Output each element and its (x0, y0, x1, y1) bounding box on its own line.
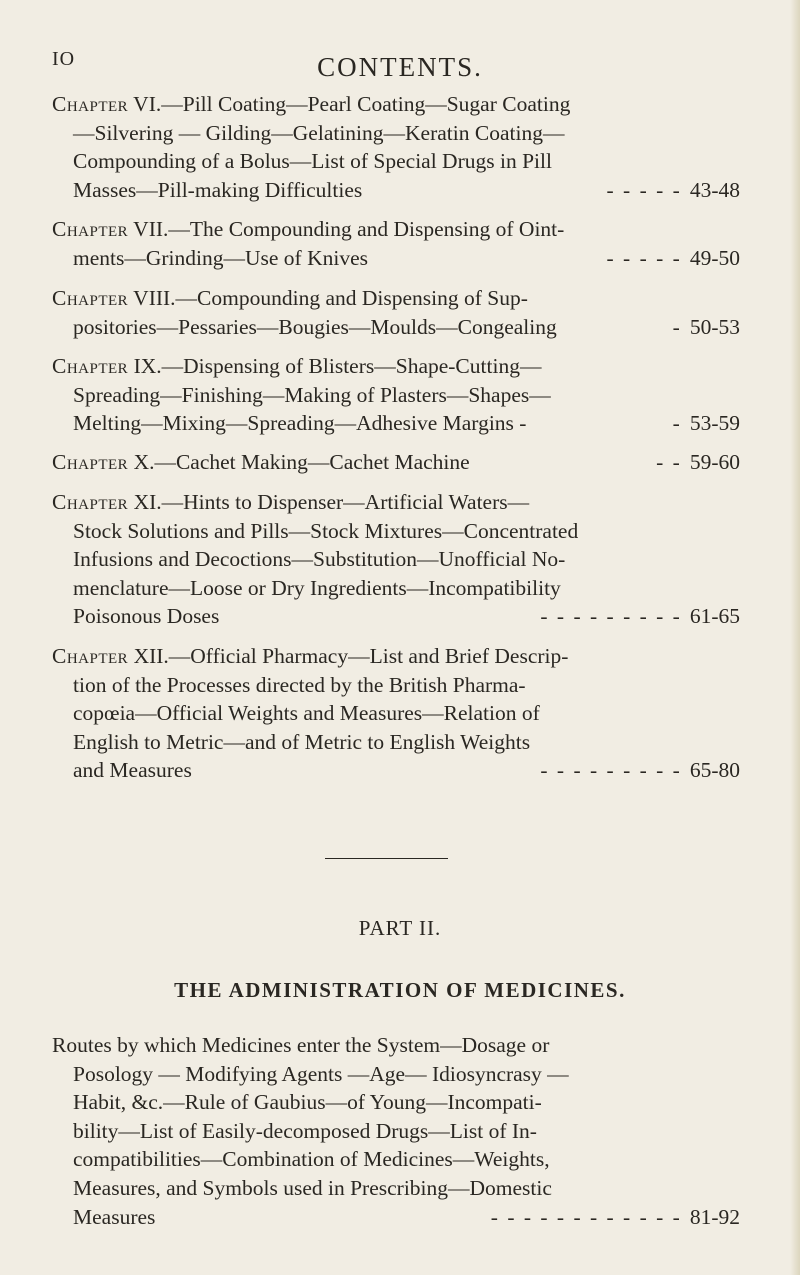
toc-entry-chapter-ix[interactable] (52, 352, 740, 438)
section-divider (325, 858, 448, 859)
page-range: 50-53 (689, 314, 740, 339)
entry-text (52, 448, 470, 477)
entry-last-line (52, 176, 740, 205)
chapter-label: Chapter (52, 92, 129, 116)
page-range: 81-92 (689, 1204, 740, 1229)
entry-first-line (52, 90, 740, 119)
entry-first-line (52, 215, 740, 244)
entry-text: XII.—Official Pharmacy—List and Brief Descrip- (128, 644, 569, 668)
dot-leader: - - (656, 450, 682, 474)
dot-leader: - - - - - - - - - - - - (490, 1204, 682, 1229)
entry-text: Poisonous Doses (73, 604, 220, 629)
entry-text: VIII.—Compounding and Dispensing of Sup- (128, 286, 528, 310)
entry-text: Measures (73, 1204, 156, 1229)
entry-text: and Measures (73, 758, 192, 783)
entry-last-line (52, 1203, 740, 1232)
entry-last-line (52, 244, 740, 273)
entry-text-body: X.—Cachet Making—Cachet Machine (128, 450, 470, 474)
dot-leader: - - - - - - - - - (540, 758, 682, 783)
toc-entry-chapter-xii[interactable] (52, 642, 740, 785)
page-number: IO (52, 48, 76, 70)
entry-line: tion of the Processes directed by the British Pharma- (73, 672, 526, 697)
dot-leader: - - - - - - - - - (540, 604, 682, 629)
toc-entry-chapter-x[interactable] (52, 448, 740, 477)
entry-first-line (52, 284, 740, 313)
dot-leader: - - - - - (606, 177, 682, 202)
entry-first-line (52, 352, 740, 381)
page-range: 65-80 (689, 758, 740, 783)
entry-first-line (52, 642, 740, 671)
entry-line: Spreading—Finishing—Making of Plasters—Shapes— (73, 382, 551, 407)
page-range: 49-50 (689, 245, 740, 270)
entry-line: copœia—Official Weights and Measures—Relation of (73, 701, 540, 726)
entry-text: positories—Pessaries—Bougies—Moulds—Congealing (73, 314, 557, 339)
entry-text: ments—Grinding—Use of Knives (73, 245, 368, 270)
entry-text: IX.—Dispensing of Blisters—Shape-Cutting— (128, 354, 542, 378)
entry-line: bility—List of Easily-decomposed Drugs—List of In- (73, 1118, 537, 1143)
toc-entry-chapter-xi[interactable] (52, 488, 740, 631)
entry-text: Melting—Mixing—Spreading—Adhesive Margins - (73, 411, 527, 436)
toc-entry-chapter-vii[interactable] (52, 215, 740, 272)
chapter-label: Chapter (52, 354, 129, 378)
toc-entry-chapter-vi[interactable] (52, 90, 740, 204)
entry-last-line (52, 756, 740, 785)
page-range: 43-48 (689, 177, 740, 202)
toc-entry-chapter-viii[interactable] (52, 284, 740, 341)
chapter-label: Chapter (52, 450, 129, 474)
entry-line: —Silvering — Gilding—Gelatining—Keratin Coating— (73, 120, 565, 145)
dot-leader: - (672, 314, 682, 339)
page-range: 59-60 (689, 450, 740, 474)
page-edge-shadow (790, 0, 800, 1275)
chapter-label: Chapter (52, 644, 129, 668)
part-title: THE ADMINISTRATION OF MEDICINES. (174, 978, 626, 1002)
entry-line: English to Metric—and of Metric to English Weights (73, 729, 531, 754)
entry-text: XI.—Hints to Dispenser—Artificial Waters— (128, 490, 530, 514)
chapter-label: Chapter (52, 286, 129, 310)
chapter-label: Chapter (52, 490, 129, 514)
part-heading: PART II. (358, 916, 442, 940)
entry-line: Infusions and Decoctions—Substitution—Unofficial No- (73, 547, 566, 572)
entry-first-line (52, 488, 740, 517)
entry-line: Stock Solutions and Pills—Stock Mixtures—Concentrated (73, 518, 579, 543)
dot-leader: - (672, 411, 682, 436)
page-range: 53-59 (689, 411, 740, 436)
running-head: CONTENTS. (317, 52, 483, 82)
entry-last-line (52, 409, 740, 438)
entry-text: VI.—Pill Coating—Pearl Coating—Sugar Coating (128, 92, 571, 116)
entry-text: VII.—The Compounding and Dispensing of Oint- (128, 217, 565, 241)
page-range: 61-65 (689, 604, 740, 629)
entry-line: Compounding of a Bolus—List of Special Drugs in Pill (73, 149, 552, 174)
entry-line: Measures, and Symbols used in Prescribing—Domestic (73, 1175, 552, 1200)
entry-first-line: Routes by which Medicines enter the System—Dosage or (52, 1033, 550, 1057)
toc-entry-part-ii[interactable] (52, 1031, 740, 1231)
entry-last-line (52, 448, 740, 477)
chapter-label: Chapter (52, 217, 129, 241)
entry-line: Posology — Modifying Agents —Age— Idiosyncrasy — (73, 1061, 569, 1086)
entry-text: Masses—Pill-making Difficulties (73, 177, 363, 202)
entry-last-line (52, 602, 740, 631)
entry-last-line (52, 313, 740, 342)
dot-leader: - - - - - (606, 245, 682, 270)
entry-line: menclature—Loose or Dry Ingredients—Incompatibility (73, 575, 561, 600)
entry-line: compatibilities—Combination of Medicines—Weights, (73, 1147, 550, 1172)
entry-line: Habit, &c.—Rule of Gaubius—of Young—Incompati- (73, 1090, 542, 1115)
